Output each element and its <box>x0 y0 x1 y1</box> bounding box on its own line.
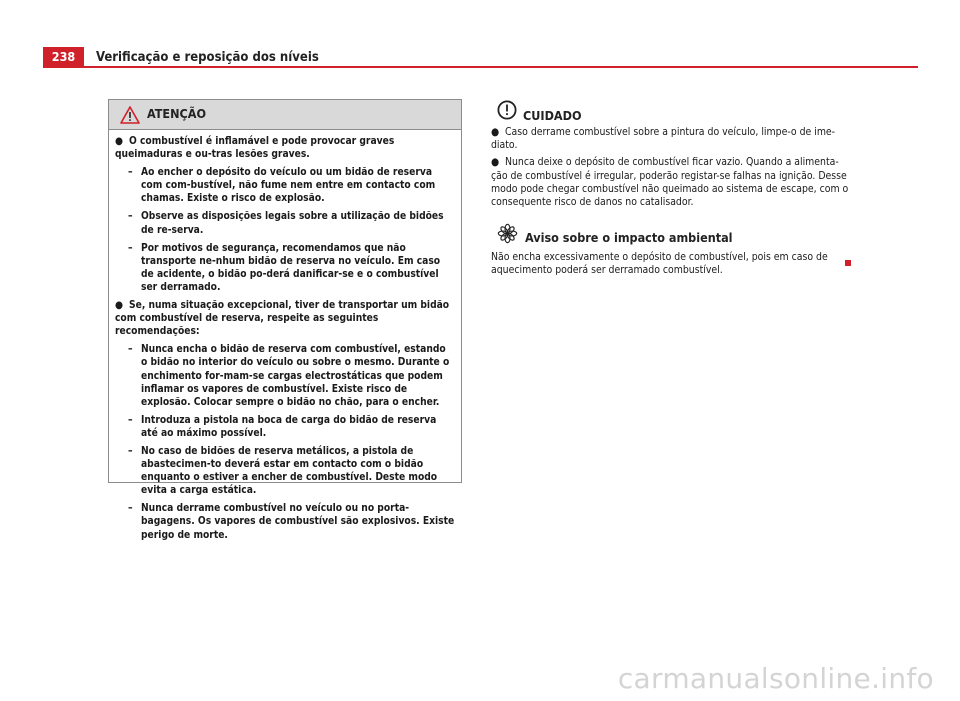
list-item: – Ao encher o depósito do veículo ou um bidão de reserva com com-bustível, não fume nem entre em contacto com chamas. Existe o risco de explosão. <box>128 167 436 205</box>
list-item: – No caso de bidões de reserva metálicos, a pistola de abastecimen-to deverá estar em contacto com o bidão enquanto o estiver a encher de combustível. Deste modo evita a carga estática. <box>128 445 438 497</box>
list-item: ● O combustível é inflamável e pode provocar graves queimaduras e ou-tras lesões graves. <box>115 136 395 161</box>
list-item: ● Se, numa situação excepcional, tiver de transportar um bidão com combustível de reserva, respeite as seguintes recomendações: <box>115 300 450 338</box>
caution-header <box>491 100 851 122</box>
environment-text: Não encha excessivamente o depósito de combustível, pois em caso de aquecimento poderá ser derramado combustível. <box>491 251 828 277</box>
warning-box <box>108 99 462 541</box>
exclamation-circle-icon <box>497 100 517 120</box>
environment-title: Aviso sobre o impacto ambiental <box>525 230 733 246</box>
page-header-title: Verificação e reposição dos níveis <box>96 50 319 65</box>
warning-body <box>109 130 461 542</box>
section-end-marker <box>845 260 851 266</box>
flower-icon <box>497 223 518 244</box>
warning-header <box>109 100 461 130</box>
environment-header <box>491 223 851 247</box>
header-rule <box>43 66 918 68</box>
page-number: 238 <box>43 47 84 67</box>
watermark: carmanualsonline.info <box>617 662 934 695</box>
list-item: ● Caso derrame combustível sobre a pintura do veículo, limpe-o de ime-diato. <box>491 126 836 152</box>
list-item: – Introduza a pistola na boca de carga do bidão de reserva até ao máximo possível. <box>128 414 437 439</box>
warning-triangle-icon <box>120 106 140 124</box>
list-item: – Nunca encha o bidão de reserva com combustível, estando o bidão no interior do veículo ou sobre o mesmo. Durante o enchimento for-mam-se cargas electrostáticas que podem inflamar os vapores de combustível. Existe risco de explosão. Colocar sempre o bidão no chão, para o encher. <box>128 344 450 408</box>
caution-title: CUIDADO <box>523 108 582 123</box>
right-column <box>491 100 851 278</box>
list-item: ● Nunca deixe o depósito de combustível ficar vazio. Quando a alimenta-ção de combustível é irregular, poderão registar-se falhas na ignição. Desse modo pode chegar combustível não queimado ao sistema de escape, com o consequente risco de danos no catalisador. <box>491 156 849 209</box>
list-item: – Nunca derrame combustível no veículo ou no porta-bagagens. Os vapores de combustível são explosivos. Existe perigo de morte. <box>128 503 455 541</box>
warning-title: ATENÇÃO <box>147 106 207 121</box>
list-item: – Por motivos de segurança, recomendamos que não transporte ne-nhum bidão de reserva no veículo. Em caso de acidente, o bidão po-derá danificar-se e o combustível ser derramado. <box>128 242 441 293</box>
list-item: – Observe as disposições legais sobre a utilização de bidões de re-serva. <box>128 211 444 236</box>
